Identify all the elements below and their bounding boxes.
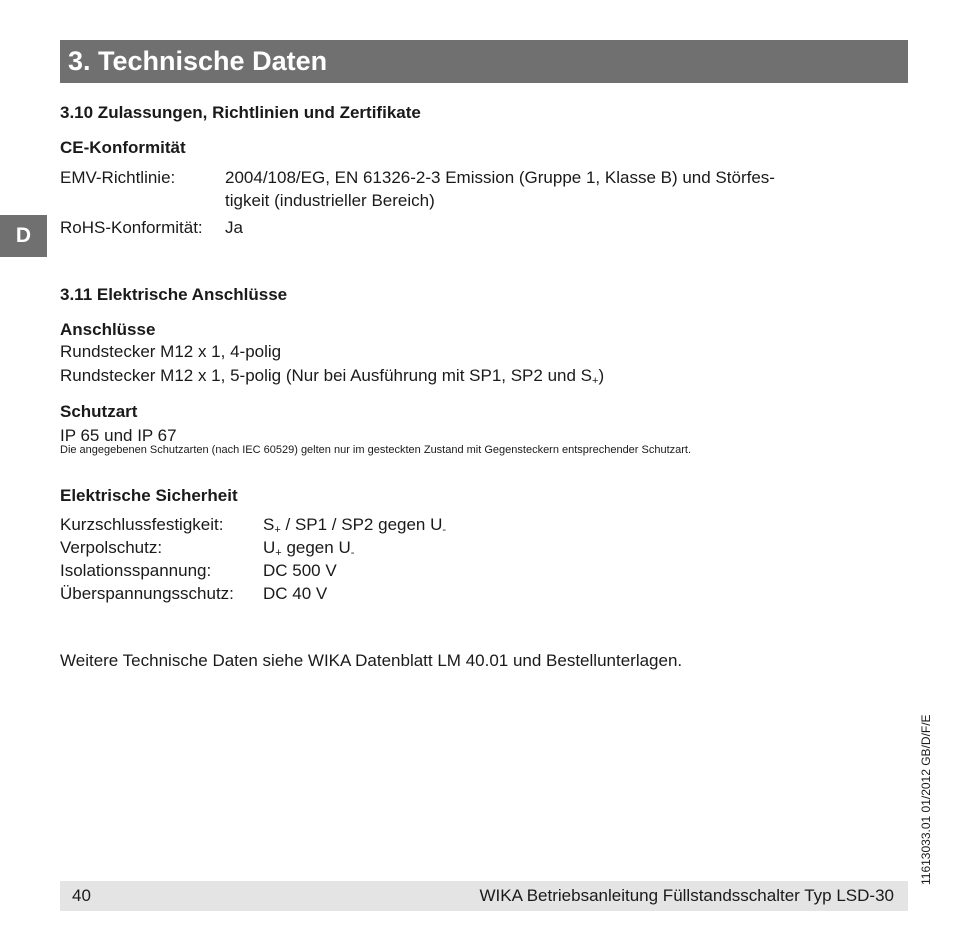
schutzart-heading: Schutzart <box>60 402 138 421</box>
page-title: 3. Technische Daten <box>60 40 908 83</box>
footer-bar <box>60 881 908 911</box>
ueberspannung-label: Überspannungsschutz: <box>60 584 234 603</box>
kurzschluss-label: Kurzschlussfestigkeit: <box>60 515 224 534</box>
language-tab: D <box>0 215 47 257</box>
isolation-label: Isolationsspannung: <box>60 561 212 580</box>
anschluesse-heading: Anschlüsse <box>60 320 156 339</box>
rohs-label: RoHS-Konformität: <box>60 218 203 237</box>
anschluss-line-2: Rundstecker M12 x 1, 5-polig (Nur bei Ausführung mit SP1, SP2 und $S_+$) <box>60 366 605 387</box>
rohs-value: Ja <box>225 218 243 237</box>
section-310-heading: 3.10 Zulassungen, Richtlinien und Zertifikate <box>60 103 421 122</box>
sicherheit-heading: Elektrische Sicherheit <box>60 486 238 505</box>
section-311-heading: 3.11 Elektrische Anschlüsse <box>60 285 288 304</box>
kurzschluss-value: $S_+ / SP1 / SP2$ gegen $U_-$ <box>263 515 447 536</box>
page-number: 40 <box>72 886 91 905</box>
ueberspannung-value: DC 40 V <box>263 584 328 603</box>
verpolschutz-value: $U_+$ gegen $U_-$ <box>263 538 355 559</box>
anschluss-line-1: Rundstecker M12 x 1, 4-polig <box>60 342 282 361</box>
emv-value-line2: tigkeit (industrieller Bereich) <box>225 191 435 210</box>
verpolschutz-label: Verpolschutz: <box>60 538 163 557</box>
more-info-text: Weitere Technische Daten siehe WIKA Datenblatt LM 40.01 und Bestellunterlagen. <box>60 651 683 670</box>
ce-heading: CE-Konformität <box>60 138 186 157</box>
isolation-value: DC 500 V <box>263 561 337 580</box>
footer-title: WIKA Betriebsanleitung Füllstandsschalter Typ LSD-30 <box>479 886 894 905</box>
emv-value-line1: 2004/108/EG, EN 61326-2-3 Emission (Gruppe 1, Klasse B) und Störfes- <box>225 168 775 187</box>
emv-label: EMV-Richtlinie: <box>60 168 176 187</box>
document-id: 11613033.01 01/2012 GB/D/F/E <box>919 714 933 885</box>
schutzart-note: Die angegebenen Schutzarten (nach IEC 60529) gelten nur im gesteckten Zustand mit Gegensteckern entsprechender Schutzart. <box>60 444 692 456</box>
schutzart-value: IP 65 und IP 67 <box>60 426 177 445</box>
